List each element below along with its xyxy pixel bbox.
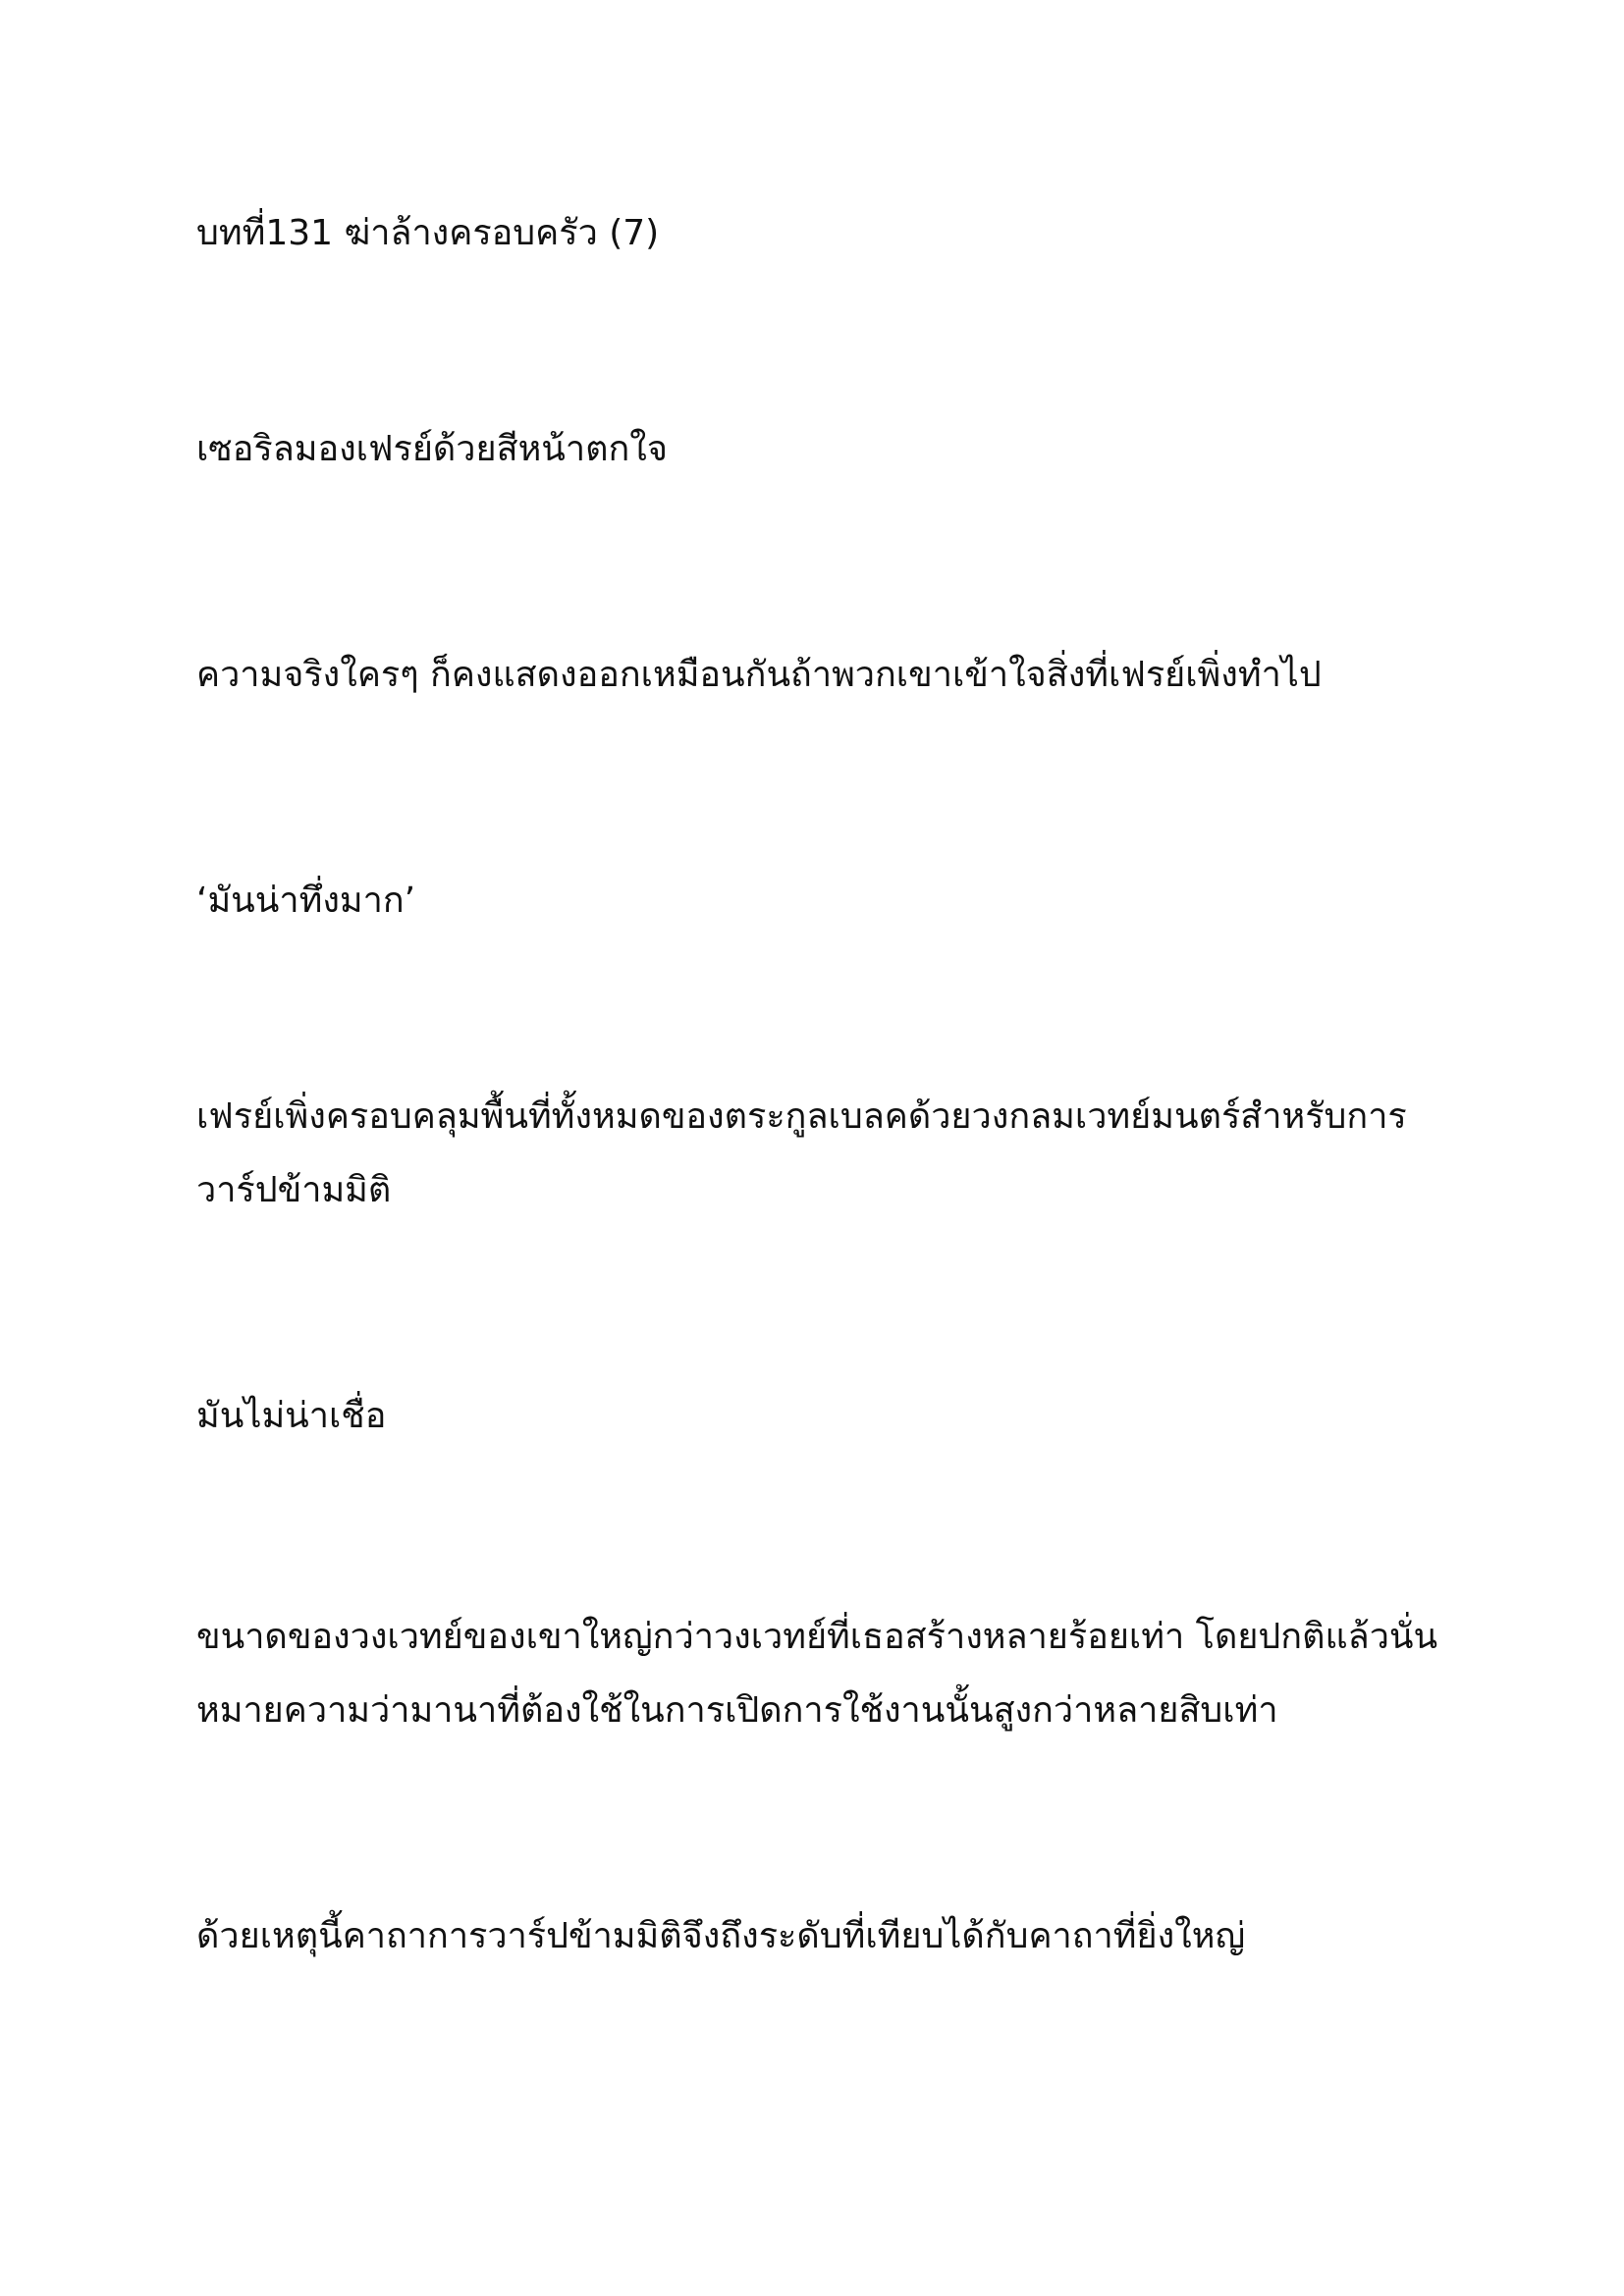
paragraph-line: ความจริงใครๆ ก็คงแสดงออกเหมือนกันถ้าพวกเขาเข้าใจสิ่งที่เฟรย์เพิ่งทำไป (196, 655, 1322, 695)
paragraph-4 (196, 1080, 1434, 1227)
paragraph-line: ด้วยเหตุนี้คาถาการวาร์ปข้ามมิติจึงถึงระดับที่เทียบได้กับคาถาที่ยิ่งใหญ่ (196, 1916, 1246, 1956)
paragraph-6 (196, 1600, 1438, 1747)
paragraph-5 (196, 1379, 1434, 1453)
paragraph-line: วาร์ปข้ามมิติ (196, 1170, 392, 1210)
paragraph-line: ‘มันน่าทึ่งมาก’ (196, 881, 416, 921)
paragraph-1 (196, 412, 1434, 486)
chapter-title-text: บทที่131 ฆ่าล้างครอบครัว (7) (196, 213, 660, 253)
paragraph-7 (196, 1899, 1434, 1973)
chapter-title (196, 196, 1434, 270)
paragraph-3 (196, 864, 1434, 937)
paragraph-line: ขนาดของวงเวทย์ของเขาใหญ่กว่าวงเวทย์ที่เธอสร้างหลายร้อยเท่า โดยปกติแล้วนั่น (196, 1617, 1438, 1657)
paragraph-line: เฟรย์เพิ่งครอบคลุมพื้นที่ทั้งหมดของตระกูลเบลคด้วยวงกลมเวทย์มนตร์สำหรับการ (196, 1096, 1407, 1137)
paragraph-line: หมายความว่ามานาที่ต้องใช้ในการเปิดการใช้งานนั้นสูงกว่าหลายสิบเท่า (196, 1690, 1278, 1731)
paragraph-line: มันไม่น่าเชื่อ (196, 1396, 387, 1436)
paragraph-line: เซอริลมองเฟรย์ด้วยสีหน้าตกใจ (196, 429, 668, 469)
paragraph-2 (196, 638, 1434, 712)
